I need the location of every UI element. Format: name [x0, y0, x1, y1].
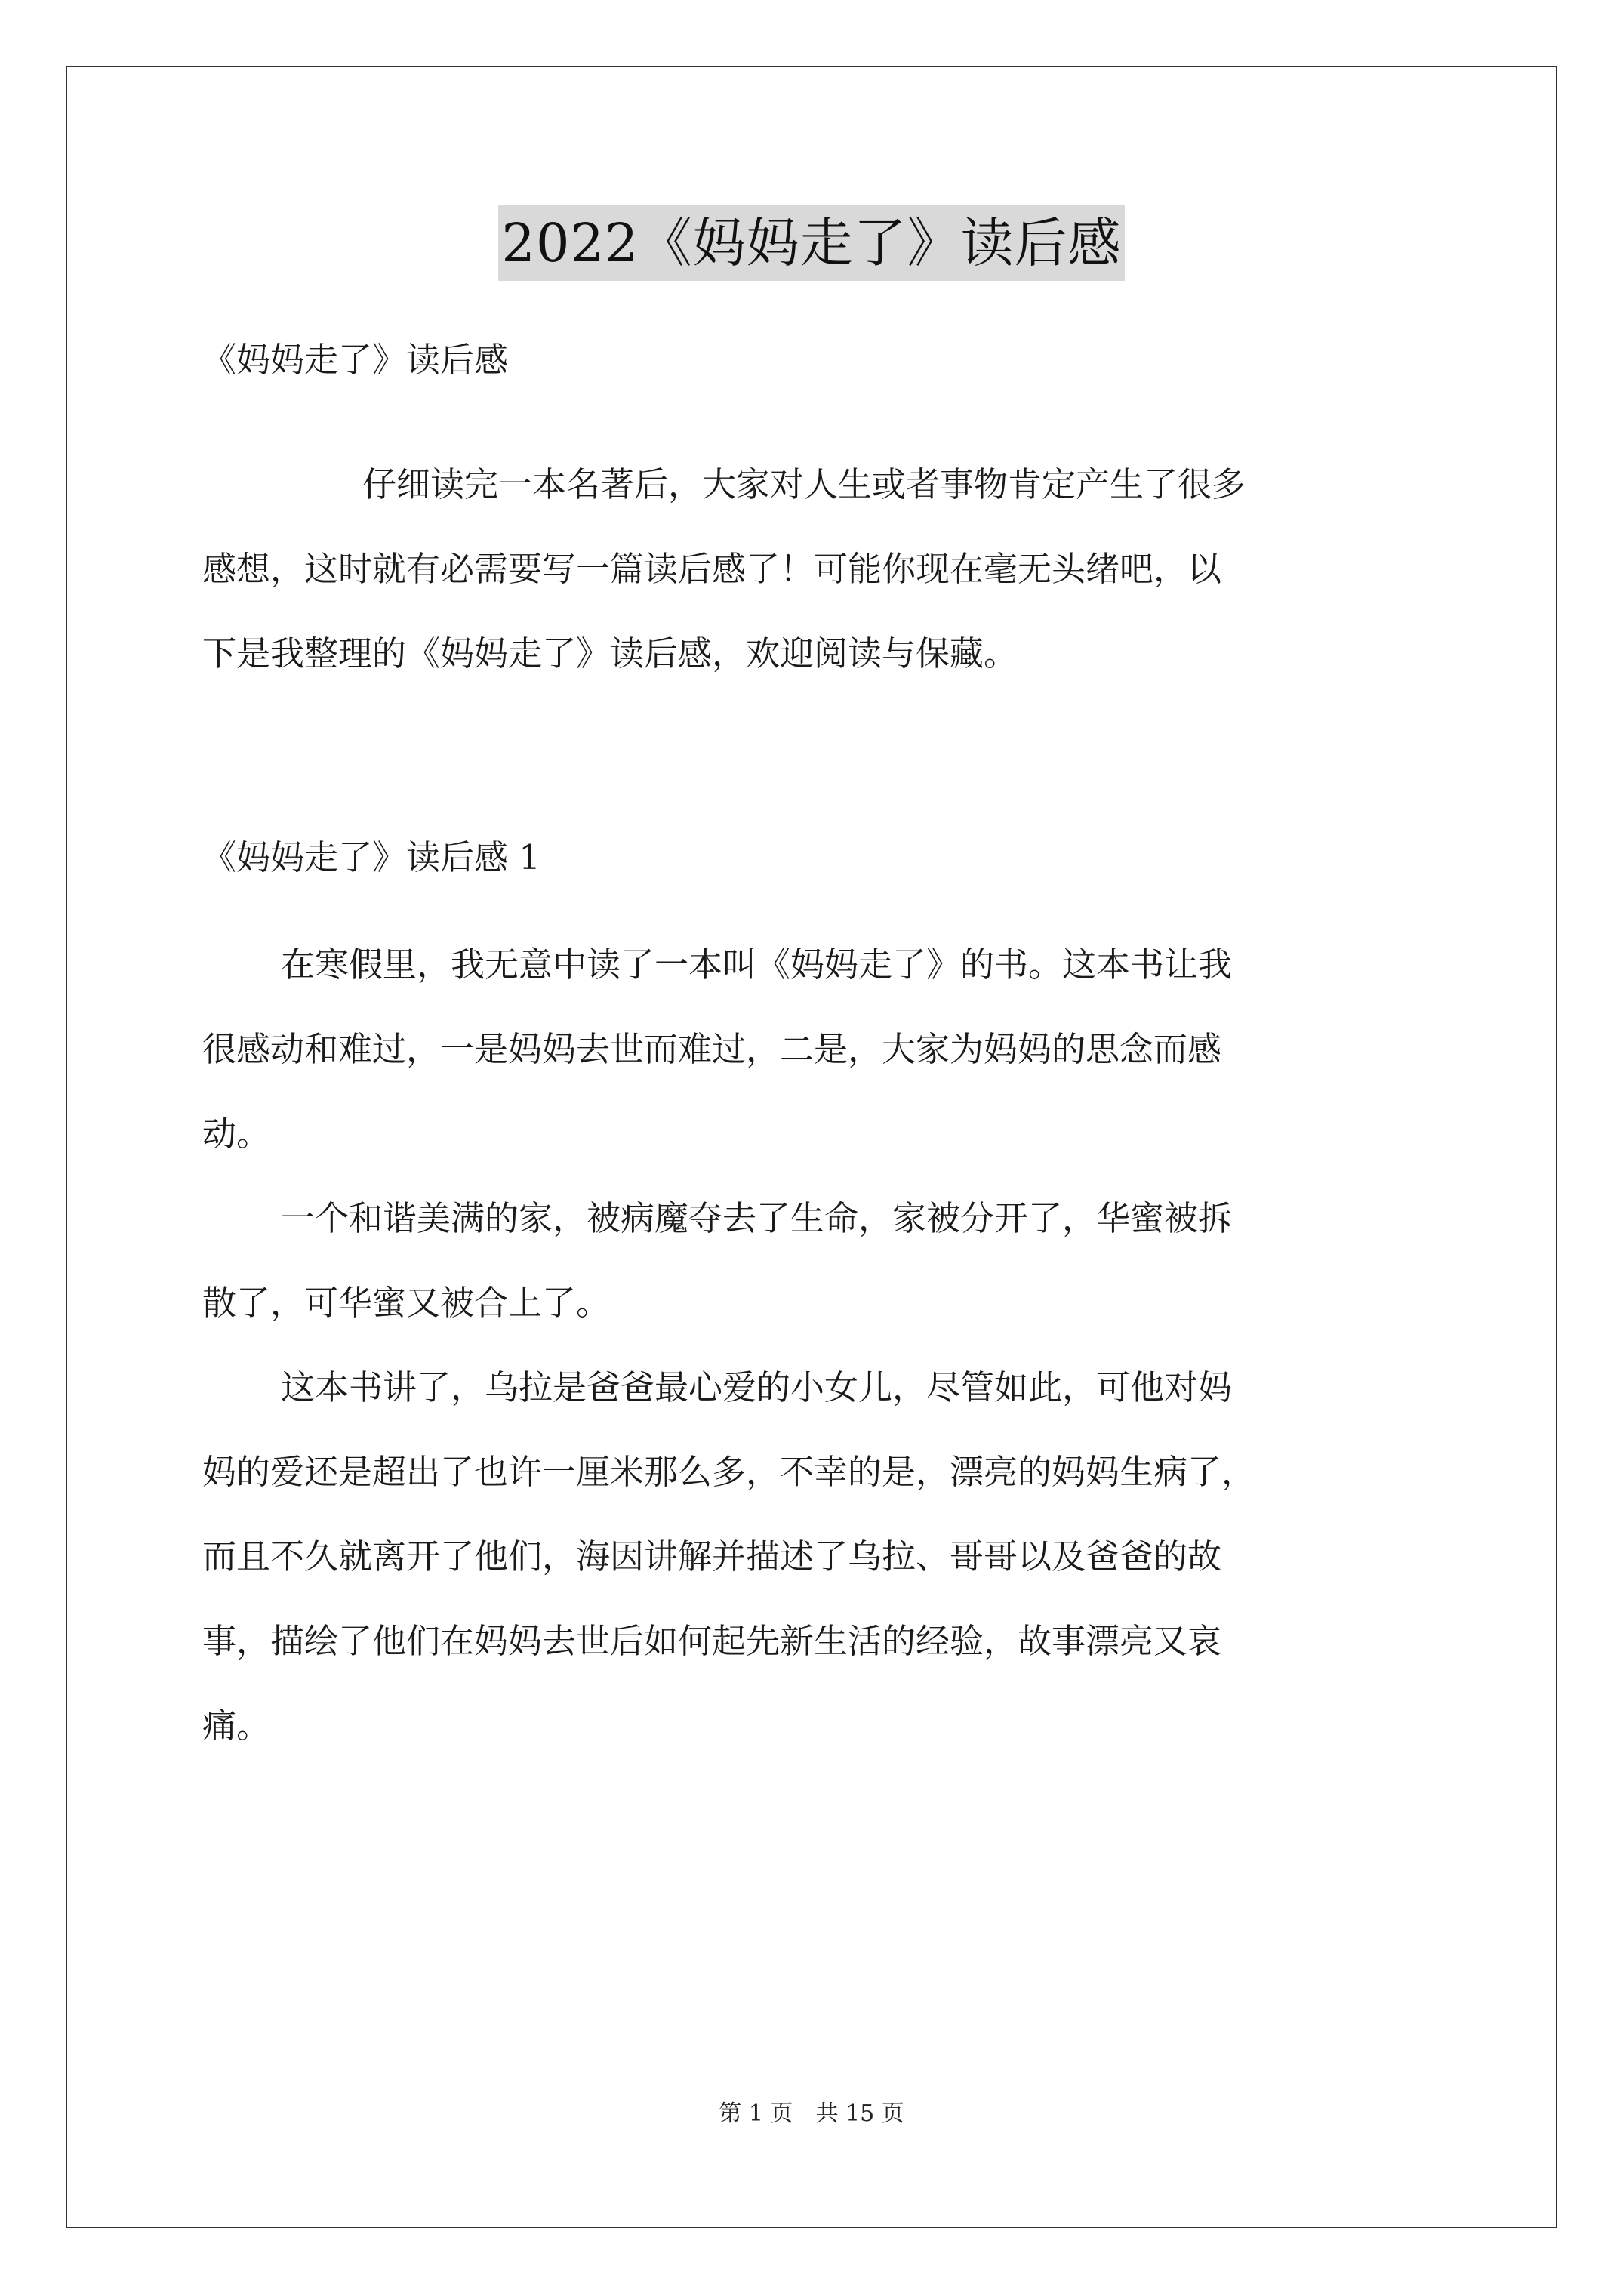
intro-line-2: 感想，这时就有必需要写一篇读后感了！可能你现在毫无头绪吧，以 [202, 549, 1222, 589]
para1-line-2: 很感动和难过，一是妈妈去世而难过，二是，大家为妈妈的思念而感 [202, 1029, 1222, 1069]
intro-heading: 《妈妈走了》读后感 [202, 340, 509, 380]
para1-line-1: 在寒假里，我无意中读了一本叫《妈妈走了》的书。这本书让我 [281, 945, 1233, 985]
para3-line-4: 事，描绘了他们在妈妈去世后如何起先新生活的经验，故事漂亮又哀 [202, 1621, 1222, 1661]
intro-paragraph [202, 458, 1471, 680]
para2-line-1: 一个和谐美满的家，被病魔夺去了生命，家被分开了，华蜜被拆 [281, 1198, 1233, 1238]
paragraph-2 [202, 1192, 1471, 1330]
para3-line-1: 这本书讲了，乌拉是爸爸最心爱的小女儿，尽管如此，可他对妈 [281, 1367, 1233, 1407]
paragraph-1 [202, 938, 1471, 1160]
para3-line-3: 而且不久就离开了他们，海因讲解并描述了乌拉、哥哥以及爸爸的故 [202, 1536, 1222, 1576]
title-container [0, 205, 1623, 281]
document-title: 2022《妈妈走了》读后感 [498, 205, 1124, 281]
para3-line-2: 妈的爱还是超出了也许一厘米那么多，不幸的是，漂亮的妈妈生病了， [202, 1452, 1256, 1492]
para3-line-5: 痛。 [202, 1706, 271, 1746]
paragraph-3 [202, 1361, 1471, 1752]
para1-line-3: 动。 [202, 1114, 271, 1154]
section-heading-1: 《妈妈走了》读后感 1 [202, 837, 540, 877]
para2-line-2: 散了，可华蜜又被合上了。 [202, 1283, 611, 1323]
intro-line-1: 仔细读完一本名著后，大家对人生或者事物肯定产生了很多 [362, 464, 1246, 504]
document-body [202, 306, 1471, 1752]
intro-line-3: 下是我整理的《妈妈走了》读后感，欢迎阅读与保藏。 [202, 633, 1018, 673]
page-footer: 第 1 页 共 15 页 [719, 2100, 904, 2127]
